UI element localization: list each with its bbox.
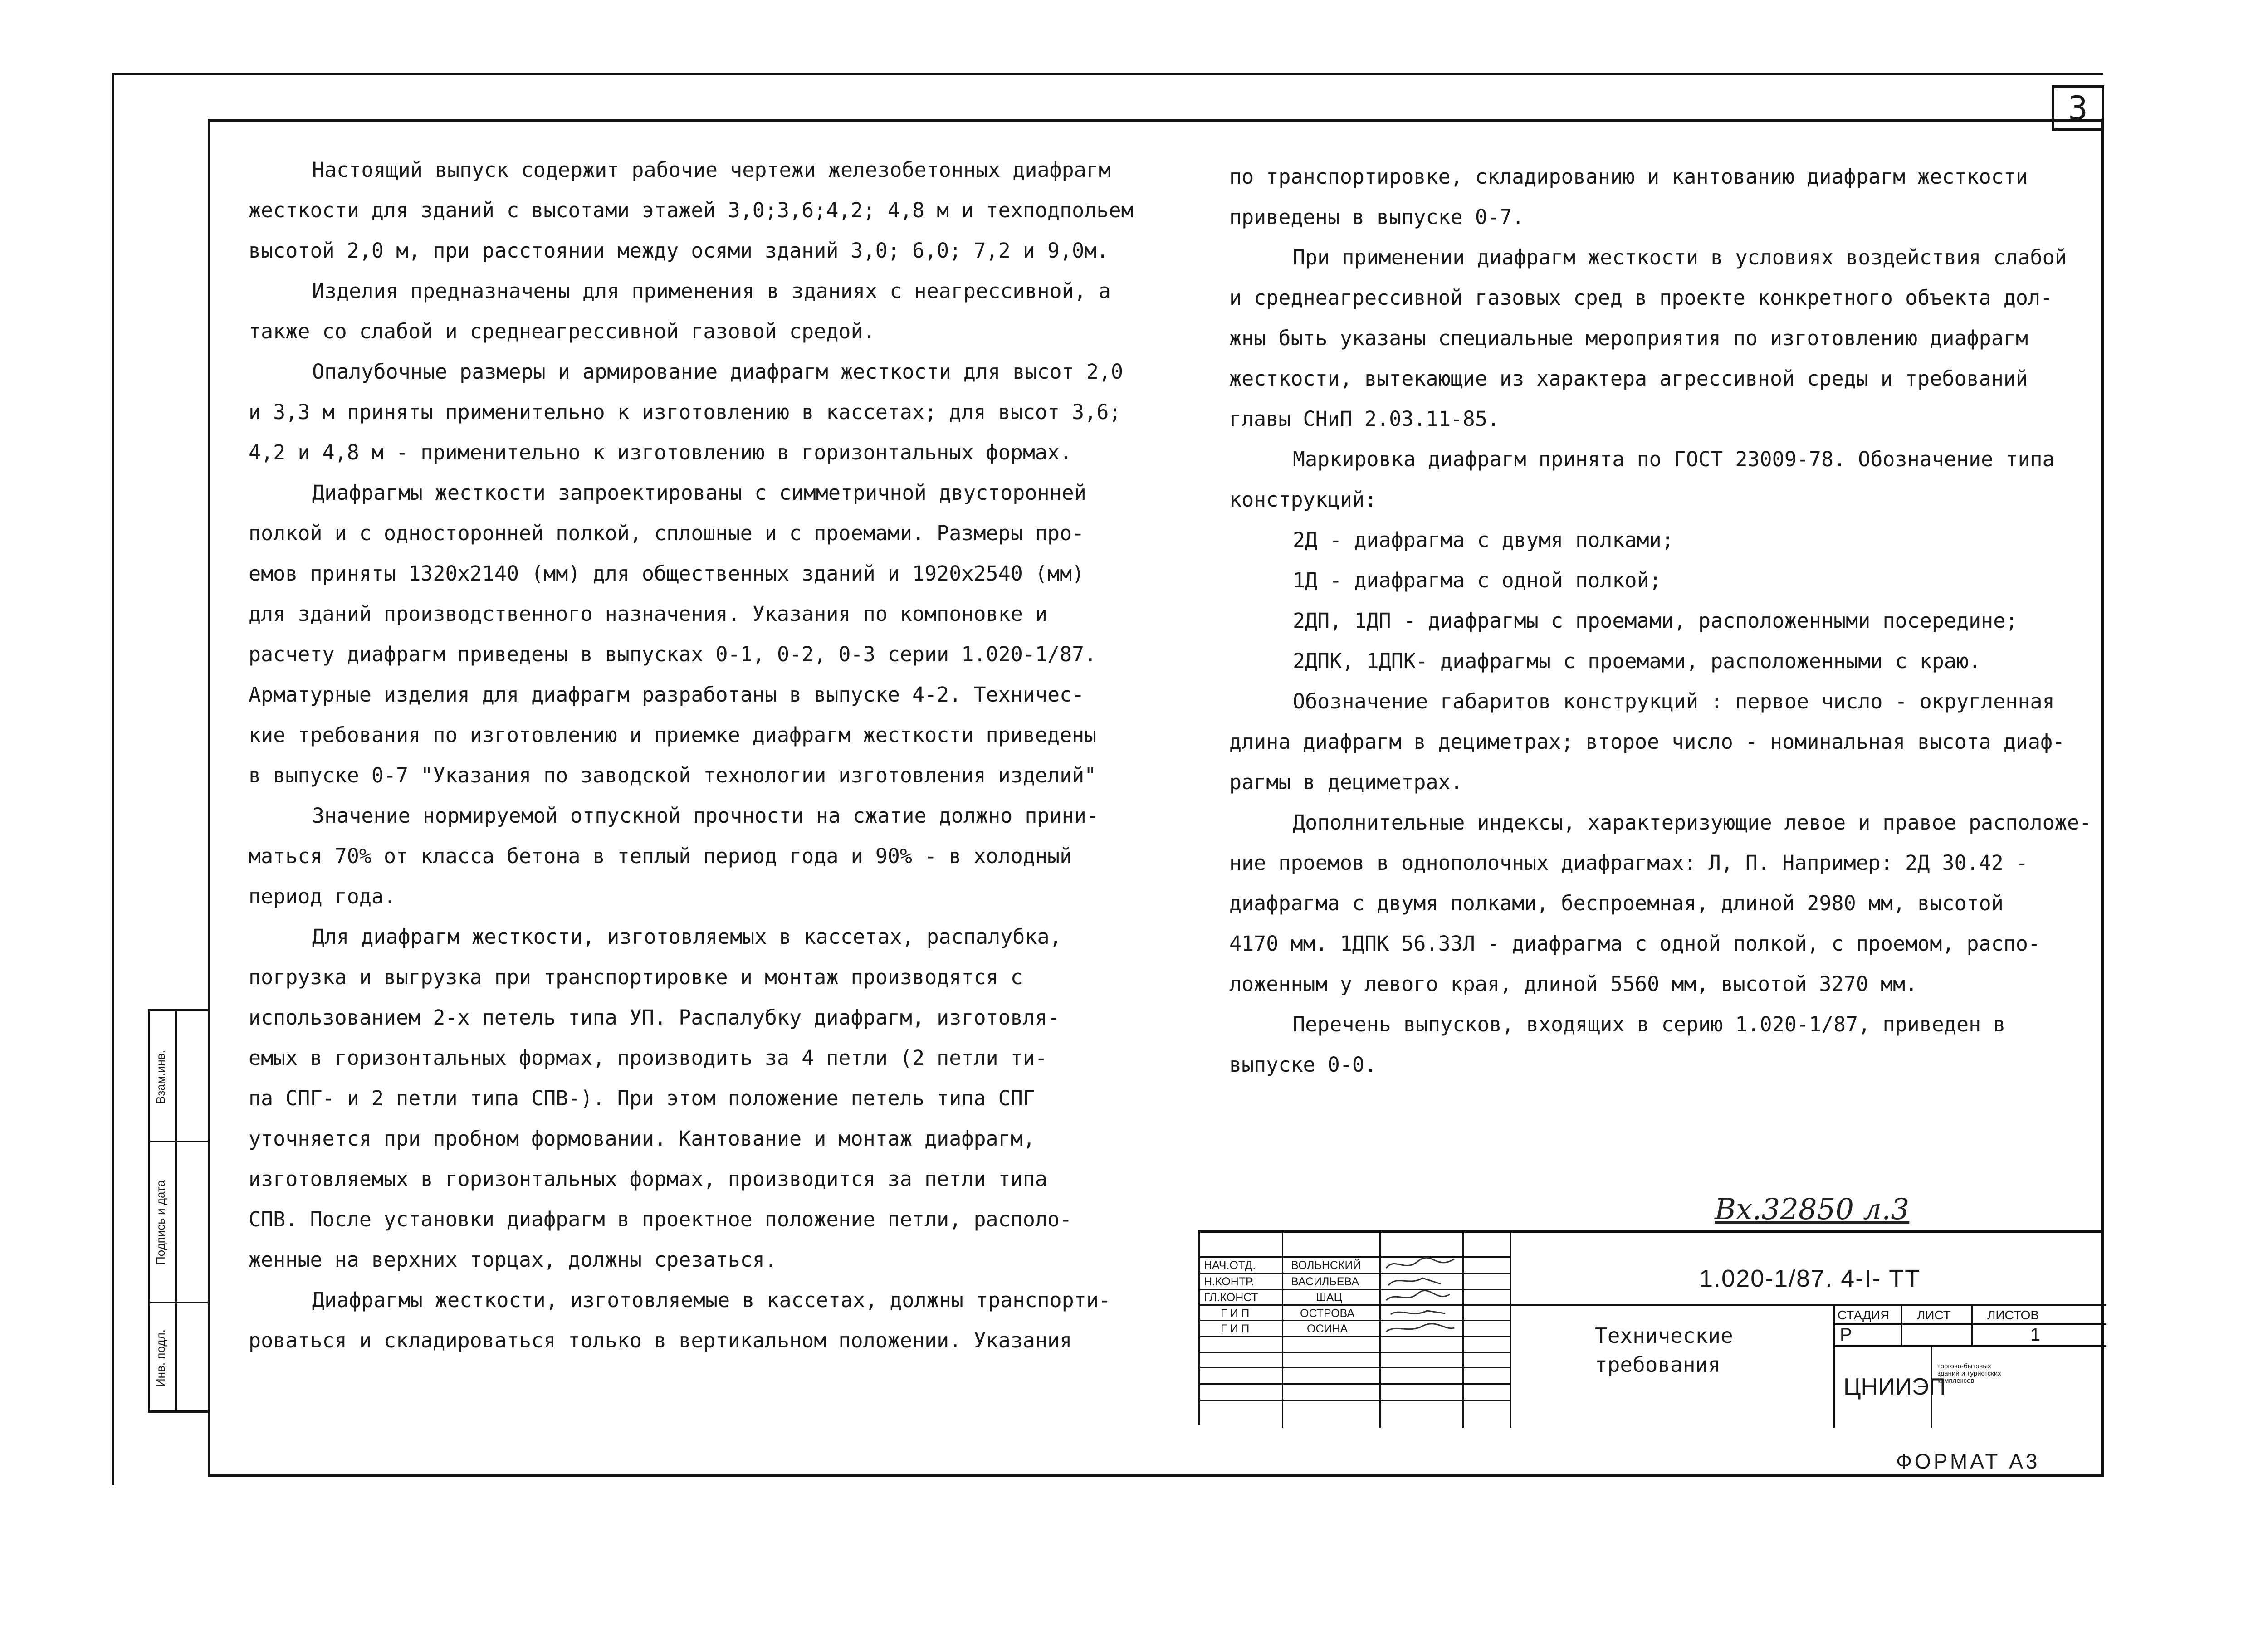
stage-label: СТАДИЯ xyxy=(1838,1308,1890,1322)
text-line: СПВ. После установки диафрагм в проектное положение петли, располо- xyxy=(249,1207,1072,1231)
text-line: и среднеагрессивной газовых сред в проекте конкретного объекта дол- xyxy=(1229,286,2053,310)
text-line: Опалубочные размеры и армирование диафрагм жесткости для высот 2,0 xyxy=(312,360,1124,384)
text-line: Значение нормируемой отпускной прочности на сжатие должно прини- xyxy=(312,804,1099,828)
text-line: 4,2 и 4,8 м - применительно к изготовлению в горизонтальных формах. xyxy=(249,440,1072,464)
handwritten-reference: Вх.32850 л.3 xyxy=(1715,1193,1910,1226)
format-label: ФОРМАТ А3 xyxy=(1896,1449,2040,1473)
sheet-title: Технические требования xyxy=(1595,1323,1733,1377)
text-line: длина диафрагм в дециметрах; второе число - номинальная высота диаф- xyxy=(1229,730,2065,754)
stamp-name-2: ШАЦ xyxy=(1316,1291,1343,1304)
text-line: Обозначение габаритов конструкций : первое число - округленная xyxy=(1293,689,2055,713)
signature-4 xyxy=(1382,1304,1459,1321)
text-line: Маркировка диафрагм принята по ГОСТ 23009-78. Обозначение типа xyxy=(1293,447,2055,471)
text-line: 2ДП, 1ДП - диафрагмы с проемами, расположенными посередине; xyxy=(1293,609,2018,633)
text-line: рагмы в дециметрах. xyxy=(1229,770,1463,794)
page-number: 3 xyxy=(2052,85,2104,131)
title-block xyxy=(1198,1230,2103,1425)
text-line: полкой и с односторонней полкой, сплошные и с проемами. Размеры про- xyxy=(249,521,1085,545)
text-line: жесткости для зданий с высотами этажей 3,0;3,6;4,2; 4,8 м и техподпольем xyxy=(249,198,1134,222)
text-line: Диафрагмы жесткости, изготовляемые в кассетах, должны транспорти- xyxy=(312,1288,1111,1312)
text-line: 2ДПК, 1ДПК- диафрагмы с проемами, расположенными с краю. xyxy=(1293,649,1981,673)
text-line: ние проемов в однополочных диафрагмах: Л, П. Например: 2Д 30.42 - xyxy=(1229,851,2028,875)
left-text-column xyxy=(249,150,1134,1361)
stamp-name-0: ВОЛЬНСКИЙ xyxy=(1291,1259,1361,1272)
text-line: роваться и складироваться только в вертикальном положении. Указания xyxy=(249,1328,1072,1352)
signature-1 xyxy=(1382,1254,1459,1274)
text-line: расчету диафрагм приведены в выпусках 0-1, 0-2, 0-3 серии 1.020-1/87. xyxy=(249,642,1097,666)
sheet-label: ЛИСТ xyxy=(1917,1308,1951,1322)
signature-2 xyxy=(1382,1273,1459,1289)
stamp-role-3: Г И П xyxy=(1221,1307,1250,1320)
text-line: для зданий производственного назначения. Указания по компоновке и xyxy=(249,602,1047,626)
text-line: 4170 мм. 1ДПК 56.33Л - диафрагма с одной полкой, с проемом, распо- xyxy=(1229,932,2041,956)
stamp-role-1: Н.КОНТР. xyxy=(1204,1275,1254,1288)
text-line: Настоящий выпуск содержит рабочие чертежи железобетонных диафрагм xyxy=(312,158,1111,182)
right-text-column xyxy=(1229,156,2092,1085)
revision-col-signature: Подпись и дата xyxy=(154,1180,167,1265)
stage-value: Р xyxy=(1840,1325,1852,1345)
text-line: приведены в выпуске 0-7. xyxy=(1229,205,1525,229)
text-line: Диафрагмы жесткости запроектированы с симметричной двусторонней xyxy=(312,481,1086,505)
document-code: 1.020-1/87. 4-I- ТТ xyxy=(1699,1265,1921,1292)
text-line: также со слабой и среднеагрессивной газовой средой. xyxy=(249,319,875,343)
text-line: Перечень выпусков, входящих в серию 1.020-1/87, приведен в xyxy=(1293,1012,2006,1036)
text-line: жны быть указаны специальные мероприятия по изготовлению диафрагм xyxy=(1229,326,2028,350)
stamp-name-1: ВАСИЛЬЕВА xyxy=(1291,1275,1359,1288)
text-line: и 3,3 м приняты применительно к изготовлению в кассетах; для высот 3,6; xyxy=(249,400,1121,424)
text-line: конструкций: xyxy=(1229,488,1377,512)
revision-col-replace: Взам.инв. xyxy=(154,1050,167,1104)
text-line: Для диафрагм жесткости, изготовляемых в кассетах, распалубка, xyxy=(312,925,1062,949)
text-line: ложенным у левого края, длиной 5560 мм, высотой 3270 мм. xyxy=(1229,972,1918,996)
text-line: высотой 2,0 м, при расстоянии между осями зданий 3,0; 6,0; 7,2 и 9,0м. xyxy=(249,239,1109,263)
text-line: изготовляемых в горизонтальных формах, производится за петли типа xyxy=(249,1167,1047,1191)
text-line: женные на верхних торцах, должны срезаться. xyxy=(249,1248,777,1272)
text-line: погрузка и выгрузка при транспортировке и монтаж производятся с xyxy=(249,965,1023,989)
revision-table xyxy=(148,1009,208,1413)
text-line: Арматурные изделия для диафрагм разработаны в выпуске 4-2. Техничес- xyxy=(249,683,1085,707)
text-line: уточняется при пробном формовании. Кантование и монтаж диафрагм, xyxy=(249,1127,1035,1151)
text-line: кие требования по изготовлению и приемке диафрагм жесткости приведены xyxy=(249,723,1097,747)
organization-name: ЦНИИЭП xyxy=(1843,1374,1946,1400)
sheets-value: 1 xyxy=(2030,1325,2041,1345)
text-line: Дополнительные индексы, характеризующие левое и правое расположе- xyxy=(1293,810,2092,834)
text-line: использованием 2-х петель типа УП. Распалубку диафрагм, изготовля- xyxy=(249,1005,1060,1030)
stamp-name-4: ОСИНА xyxy=(1307,1322,1348,1335)
text-line: в выпуске 0-7 "Указания по заводской технологии изготовления изделий" xyxy=(249,763,1097,787)
text-line: емых в горизонтальных формах, производить за 4 петли (2 петли ти- xyxy=(249,1046,1047,1070)
text-line: по транспортировке, складированию и кантованию диафрагм жесткости xyxy=(1229,165,2028,189)
text-line: период года. xyxy=(249,884,396,908)
text-line: При применении диафрагм жесткости в условиях воздействия слабой xyxy=(1293,245,2067,269)
stamp-role-0: НАЧ.ОТД. xyxy=(1204,1259,1256,1272)
text-line: главы СНиП 2.03.11-85. xyxy=(1229,407,1500,431)
text-line: емов приняты 1320х2140 (мм) для общественных зданий и 1920х2540 (мм) xyxy=(249,561,1085,586)
text-line: Изделия предназначены для применения в зданиях с неагрессивной, а xyxy=(312,279,1111,303)
text-line: жесткости, вытекающие из характера агрессивной среды и требований xyxy=(1229,366,2028,390)
stamp-role-2: ГЛ.КОНСТ xyxy=(1204,1291,1258,1304)
signature-5 xyxy=(1382,1320,1459,1336)
stamp-role-4: Г И П xyxy=(1221,1322,1250,1335)
organization-subtitle: торгово-бытовых зданий и туристских комплексов xyxy=(1937,1362,2001,1385)
text-line: диафрагма с двумя полками, беспроемная, длиной 2980 мм, высотой xyxy=(1229,891,2004,915)
text-line: па СПГ- и 2 петли типа СПВ-). При этом положение петель типа СПГ xyxy=(249,1086,1035,1110)
sheets-label: ЛИСТОВ xyxy=(1987,1308,2039,1322)
revision-col-inventory: Инв. подл. xyxy=(154,1329,167,1387)
text-line: маться 70% от класса бетона в теплый период года и 90% - в холодный xyxy=(249,844,1072,868)
text-line: выпуске 0-0. xyxy=(1229,1053,1377,1077)
text-line: 2Д - диафрагма с двумя полками; xyxy=(1293,528,1674,552)
signature-3 xyxy=(1382,1289,1459,1305)
text-line: 1Д - диафрагма с одной полкой; xyxy=(1293,568,1662,592)
stamp-name-3: ОСТРОВА xyxy=(1300,1307,1355,1320)
